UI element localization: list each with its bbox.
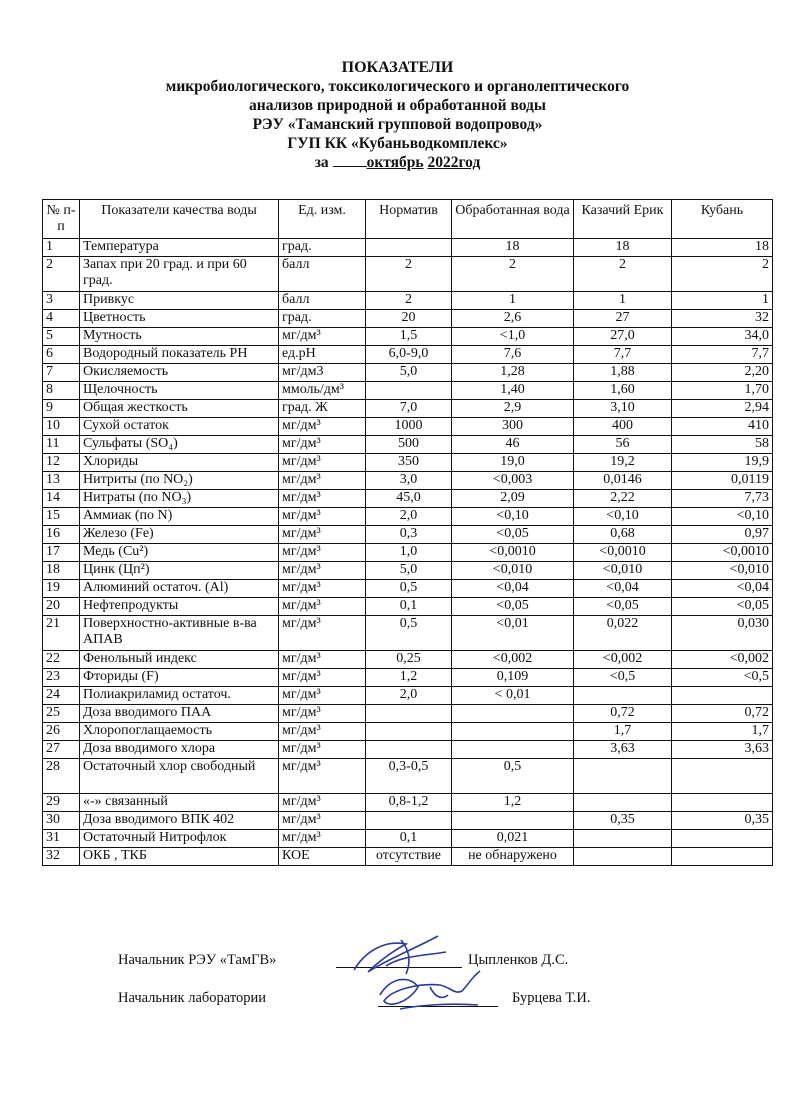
table-cell: Остаточный Нитрофлок (80, 830, 279, 848)
table-cell: 0,25 (366, 651, 452, 669)
table-cell: 46 (452, 436, 574, 454)
table-cell (574, 848, 672, 866)
table-cell: 0,35 (574, 812, 672, 830)
table-cell: Остаточный хлор свободный (80, 759, 279, 794)
table-cell: Цинк (Цп²) (80, 562, 279, 580)
table-row (43, 328, 773, 346)
table-cell: 2,0 (366, 687, 452, 705)
table-cell: Аммиак (по N) (80, 508, 279, 526)
table-cell: 0,8-1,2 (366, 794, 452, 812)
table-cell: 18 (43, 562, 80, 580)
table-cell: мг/дм³ (279, 436, 366, 454)
table-cell: 500 (366, 436, 452, 454)
table-cell: 0,72 (672, 705, 773, 723)
table-cell: 2 (452, 257, 574, 292)
table-cell: мг/дм³ (279, 651, 366, 669)
table-row (43, 687, 773, 705)
table-cell: 0,030 (672, 616, 773, 651)
table-cell: <0,01 (452, 616, 574, 651)
table-cell: 0,109 (452, 669, 574, 687)
column-header: Норматив (366, 200, 452, 239)
table-cell: 18 (574, 239, 672, 257)
lab-signature (370, 965, 490, 1017)
table-cell: <0,04 (452, 580, 574, 598)
table-cell: 0,5 (366, 580, 452, 598)
table-cell: 19,2 (574, 454, 672, 472)
table-cell: мг/дм³ (279, 454, 366, 472)
column-header: Показатели качества воды (80, 200, 279, 239)
table-cell: мг/дм³ (279, 580, 366, 598)
table-cell: 11 (43, 436, 80, 454)
table-cell: Нитриты (по NO₂) (80, 472, 279, 490)
table-cell: 7,7 (672, 346, 773, 364)
table-cell: мг/дм³ (279, 328, 366, 346)
table-cell: 27 (43, 741, 80, 759)
table-cell: 4 (43, 310, 80, 328)
table-row (43, 239, 773, 257)
table-cell: <0,0010 (672, 544, 773, 562)
table-cell (574, 794, 672, 812)
table-cell: Хлориды (80, 454, 279, 472)
table-cell: 0,68 (574, 526, 672, 544)
table-cell: 7,0 (366, 400, 452, 418)
table-cell: 2 (366, 292, 452, 310)
table-cell: 19 (43, 580, 80, 598)
table-cell: мг/дм³ (279, 794, 366, 812)
table-row (43, 526, 773, 544)
table-cell (366, 705, 452, 723)
table-cell (366, 741, 452, 759)
table-cell: мг/дм³ (279, 598, 366, 616)
table-cell: 2 (43, 257, 80, 292)
table-cell: мг/дм³ (279, 490, 366, 508)
table-cell: 3 (43, 292, 80, 310)
table-cell: 19,9 (672, 454, 773, 472)
table-cell: 2 (366, 257, 452, 292)
table-cell: 6 (43, 346, 80, 364)
table-cell: 32 (43, 848, 80, 866)
table-row (43, 346, 773, 364)
table-cell: 6,0-9,0 (366, 346, 452, 364)
table-cell: 1 (43, 239, 80, 257)
table-row (43, 669, 773, 687)
table-cell: Алюминий остаточ. (Al) (80, 580, 279, 598)
table-cell: мг/дм³ (279, 705, 366, 723)
table-row (43, 848, 773, 866)
subtitle-line-1: микробиологического, токсикологического и органолептического (165, 78, 630, 95)
table-cell: 1000 (366, 418, 452, 436)
table-row (43, 454, 773, 472)
table-row (43, 310, 773, 328)
table-cell: 32 (672, 310, 773, 328)
table-row (43, 705, 773, 723)
table-cell (452, 705, 574, 723)
table-cell: <0,10 (672, 508, 773, 526)
table-row (43, 794, 773, 812)
table-cell: 56 (574, 436, 672, 454)
table-row (43, 490, 773, 508)
chief-name: Цыпленков Д.С. (468, 952, 569, 968)
table-cell (452, 723, 574, 741)
table-cell: Доза вводимого ПАА (80, 705, 279, 723)
table-row (43, 759, 773, 794)
table-cell: 0,021 (452, 830, 574, 848)
table-cell: Нефтепродукты (80, 598, 279, 616)
table-cell: Фториды (F) (80, 669, 279, 687)
table-row (43, 830, 773, 848)
table-cell: 5 (43, 328, 80, 346)
table-cell (366, 382, 452, 400)
table-cell: 1 (672, 292, 773, 310)
table-cell: <0,05 (574, 598, 672, 616)
table-row (43, 651, 773, 669)
table-cell: мг/дм³ (279, 472, 366, 490)
table-cell: 1,0 (366, 544, 452, 562)
table-cell: 30 (43, 812, 80, 830)
organization-line-2: ГУП КК «Кубаньводкомплекс» (287, 135, 508, 152)
table-cell: 0,1 (366, 830, 452, 848)
table-cell: <0,010 (452, 562, 574, 580)
table-cell: 0,5 (452, 759, 574, 794)
table-cell (672, 830, 773, 848)
table-cell: 58 (672, 436, 773, 454)
table-cell: 0,1 (366, 598, 452, 616)
table-cell: 1,2 (366, 669, 452, 687)
document-title: ПОКАЗАТЕЛИ (341, 59, 454, 76)
table-cell: 45,0 (366, 490, 452, 508)
table-row (43, 723, 773, 741)
table-row (43, 616, 773, 651)
table-cell: Нитраты (по NO₃) (80, 490, 279, 508)
table-cell: 27,0 (574, 328, 672, 346)
period-month: октябрь (366, 154, 424, 171)
table-cell: 1,7 (574, 723, 672, 741)
chief-signature-line (336, 967, 462, 968)
table-cell: 17 (43, 544, 80, 562)
table-cell: <0,05 (672, 598, 773, 616)
table-cell (672, 759, 773, 794)
table-cell: <0,010 (672, 562, 773, 580)
table-cell: отсутствие (366, 848, 452, 866)
table-cell: 34,0 (672, 328, 773, 346)
table-cell: 1,5 (366, 328, 452, 346)
table-cell: Температура (80, 239, 279, 257)
table-cell: балл (279, 292, 366, 310)
table-cell: Доза вводимого хлора (80, 741, 279, 759)
table-cell: 2 (672, 257, 773, 292)
table-cell: 19,0 (452, 454, 574, 472)
table-cell: 14 (43, 490, 80, 508)
table-cell: 3,63 (672, 741, 773, 759)
table-cell: 0,97 (672, 526, 773, 544)
table-cell: Окисляемость (80, 364, 279, 382)
table-cell: 0,35 (672, 812, 773, 830)
table-cell: Мутность (80, 328, 279, 346)
table-cell: 2 (574, 257, 672, 292)
lab-signature-line (378, 1006, 498, 1007)
table-cell: <0,05 (452, 526, 574, 544)
table-cell: 0,3-0,5 (366, 759, 452, 794)
table-cell: 0,3 (366, 526, 452, 544)
table-cell: 1,88 (574, 364, 672, 382)
table-cell: мг/дм³ (279, 812, 366, 830)
table-cell: <0,10 (452, 508, 574, 526)
column-header: Обработанная вода (452, 200, 574, 239)
table-body (43, 239, 773, 866)
table-cell: 2,94 (672, 400, 773, 418)
period-blank (333, 166, 367, 167)
table-cell: 28 (43, 759, 80, 794)
table-cell: 25 (43, 705, 80, 723)
table-cell: мг/дм³ (279, 759, 366, 794)
table-row (43, 257, 773, 292)
table-header-row (43, 200, 773, 239)
table-cell (366, 723, 452, 741)
table-cell: 1,2 (452, 794, 574, 812)
table-cell: <0,0010 (452, 544, 574, 562)
table-cell: КОЕ (279, 848, 366, 866)
table-cell: балл (279, 257, 366, 292)
table-cell: <0,002 (574, 651, 672, 669)
table-cell: мг/дм3 (279, 364, 366, 382)
table-cell: 3,10 (574, 400, 672, 418)
table-cell: мг/дм³ (279, 723, 366, 741)
table-cell: мг/дм³ (279, 687, 366, 705)
table-cell (672, 794, 773, 812)
table-cell: 0,72 (574, 705, 672, 723)
table-cell: 410 (672, 418, 773, 436)
table-cell: 7 (43, 364, 80, 382)
table-cell: 300 (452, 418, 574, 436)
table-cell: 1,7 (672, 723, 773, 741)
table-cell: Фенольный индекс (80, 651, 279, 669)
table-cell: 31 (43, 830, 80, 848)
table-cell: 5,0 (366, 364, 452, 382)
table-row (43, 364, 773, 382)
table-cell: Доза вводимого ВПК 402 (80, 812, 279, 830)
table-row (43, 598, 773, 616)
table-cell: Полиакриламид остаточ. (80, 687, 279, 705)
table-cell: <0,002 (672, 651, 773, 669)
table-row (43, 382, 773, 400)
column-header: Ед. изм. (279, 200, 366, 239)
table-cell: 400 (574, 418, 672, 436)
table-cell: 0,0146 (574, 472, 672, 490)
table-cell: 2,09 (452, 490, 574, 508)
table-cell: < 0,01 (452, 687, 574, 705)
table-cell: 350 (366, 454, 452, 472)
table-cell: <0,10 (574, 508, 672, 526)
subtitle-line-2: анализов природной и обработанной воды (249, 97, 546, 114)
table-cell: Сухой остаток (80, 418, 279, 436)
table-cell: <0,5 (574, 669, 672, 687)
table-cell: 7,7 (574, 346, 672, 364)
table-cell: Сульфаты (SO₄) (80, 436, 279, 454)
table-cell: мг/дм³ (279, 508, 366, 526)
table-row (43, 544, 773, 562)
table-row (43, 508, 773, 526)
table-cell: Общая жесткость (80, 400, 279, 418)
table-row (43, 400, 773, 418)
table-cell: град. (279, 239, 366, 257)
table-cell: <0,5 (672, 669, 773, 687)
table-cell: 0,5 (366, 616, 452, 651)
table-cell: Медь (Cu²) (80, 544, 279, 562)
table-cell (366, 812, 452, 830)
table-cell: 13 (43, 472, 80, 490)
organization-line-1: РЭУ «Таманский групповой водопровод» (252, 116, 543, 133)
table-cell: <0,0010 (574, 544, 672, 562)
table-cell: 2,22 (574, 490, 672, 508)
table-cell: ммоль/дм³ (279, 382, 366, 400)
table-cell: 5,0 (366, 562, 452, 580)
table-cell: <0,04 (672, 580, 773, 598)
lab-name: Бурцева Т.И. (512, 990, 591, 1006)
table-cell: 18 (672, 239, 773, 257)
chief-title: Начальник РЭУ «ТамГВ» (118, 952, 277, 968)
table-cell: 20 (366, 310, 452, 328)
table-cell: 22 (43, 651, 80, 669)
table-cell: 21 (43, 616, 80, 651)
table-cell: 1 (452, 292, 574, 310)
table-cell: <0,05 (452, 598, 574, 616)
table-cell: 7,73 (672, 490, 773, 508)
table-cell (366, 239, 452, 257)
table-cell (672, 848, 773, 866)
table-cell: мг/дм³ (279, 616, 366, 651)
report-period (0, 153, 795, 172)
table-cell (574, 759, 672, 794)
table-cell: Водородный показатель РН (80, 346, 279, 364)
table-cell: мг/дм³ (279, 741, 366, 759)
table-row (43, 812, 773, 830)
water-quality-table (42, 199, 773, 866)
table-cell (452, 812, 574, 830)
table-cell: <1,0 (452, 328, 574, 346)
table-cell: 2,0 (366, 508, 452, 526)
table-cell: «-» связанный (80, 794, 279, 812)
table-cell: 24 (43, 687, 80, 705)
table-row (43, 436, 773, 454)
chief-signature (346, 930, 456, 980)
table-cell: <0,010 (574, 562, 672, 580)
table-cell (574, 830, 672, 848)
table-cell: 15 (43, 508, 80, 526)
table-row (43, 741, 773, 759)
table-cell: Цветность (80, 310, 279, 328)
table-cell: 1,28 (452, 364, 574, 382)
table-row (43, 292, 773, 310)
table-cell: 23 (43, 669, 80, 687)
document-header (0, 58, 795, 172)
table-cell: ед.рН (279, 346, 366, 364)
table-cell: Поверхностно-активные в-ва АПАВ (80, 616, 279, 651)
table-cell: мг/дм³ (279, 562, 366, 580)
table-cell: 27 (574, 310, 672, 328)
period-year: 2022год (427, 154, 481, 171)
table-cell: Привкус (80, 292, 279, 310)
table-cell: <0,002 (452, 651, 574, 669)
table-cell (672, 687, 773, 705)
table-cell: Щелочность (80, 382, 279, 400)
table-cell: 8 (43, 382, 80, 400)
table-cell: 2,9 (452, 400, 574, 418)
table-cell: <0,003 (452, 472, 574, 490)
table-cell: 1,60 (574, 382, 672, 400)
table-cell: не обнаружено (452, 848, 574, 866)
period-prefix: за (314, 154, 329, 171)
table-cell: град. (279, 310, 366, 328)
table-cell: мг/дм³ (279, 669, 366, 687)
table-cell: 0,022 (574, 616, 672, 651)
table-cell: 20 (43, 598, 80, 616)
table-row (43, 472, 773, 490)
column-header: Кубань (672, 200, 773, 239)
table-cell: 1 (574, 292, 672, 310)
table-cell: Железо (Fe) (80, 526, 279, 544)
table-cell: 29 (43, 794, 80, 812)
table-cell: 2,6 (452, 310, 574, 328)
table-cell: 7,6 (452, 346, 574, 364)
table-cell: Запах при 20 град. и при 60 град. (80, 257, 279, 292)
table-cell: 16 (43, 526, 80, 544)
table-cell: 2,20 (672, 364, 773, 382)
column-header: № п-п (43, 200, 80, 239)
table-cell (574, 687, 672, 705)
table-row (43, 580, 773, 598)
table-cell: <0,04 (574, 580, 672, 598)
table-cell: мг/дм³ (279, 830, 366, 848)
lab-title: Начальник лаборатории (118, 990, 266, 1006)
table-cell: град. Ж (279, 400, 366, 418)
table-cell: 3,63 (574, 741, 672, 759)
table-cell: 10 (43, 418, 80, 436)
table-cell: Хлоропоглащаемость (80, 723, 279, 741)
table-cell: 0,0119 (672, 472, 773, 490)
table-cell: мг/дм³ (279, 544, 366, 562)
table-cell: 1,70 (672, 382, 773, 400)
table-cell: 3,0 (366, 472, 452, 490)
table-cell: 12 (43, 454, 80, 472)
table-cell: ОКБ , ТКБ (80, 848, 279, 866)
table-row (43, 562, 773, 580)
table-cell (452, 741, 574, 759)
table-cell: мг/дм³ (279, 526, 366, 544)
table-row (43, 418, 773, 436)
table-cell: 1,40 (452, 382, 574, 400)
column-header: Казачий Ерик (574, 200, 672, 239)
table-cell: 18 (452, 239, 574, 257)
table-cell: 26 (43, 723, 80, 741)
table-cell: мг/дм³ (279, 418, 366, 436)
table-cell: 9 (43, 400, 80, 418)
